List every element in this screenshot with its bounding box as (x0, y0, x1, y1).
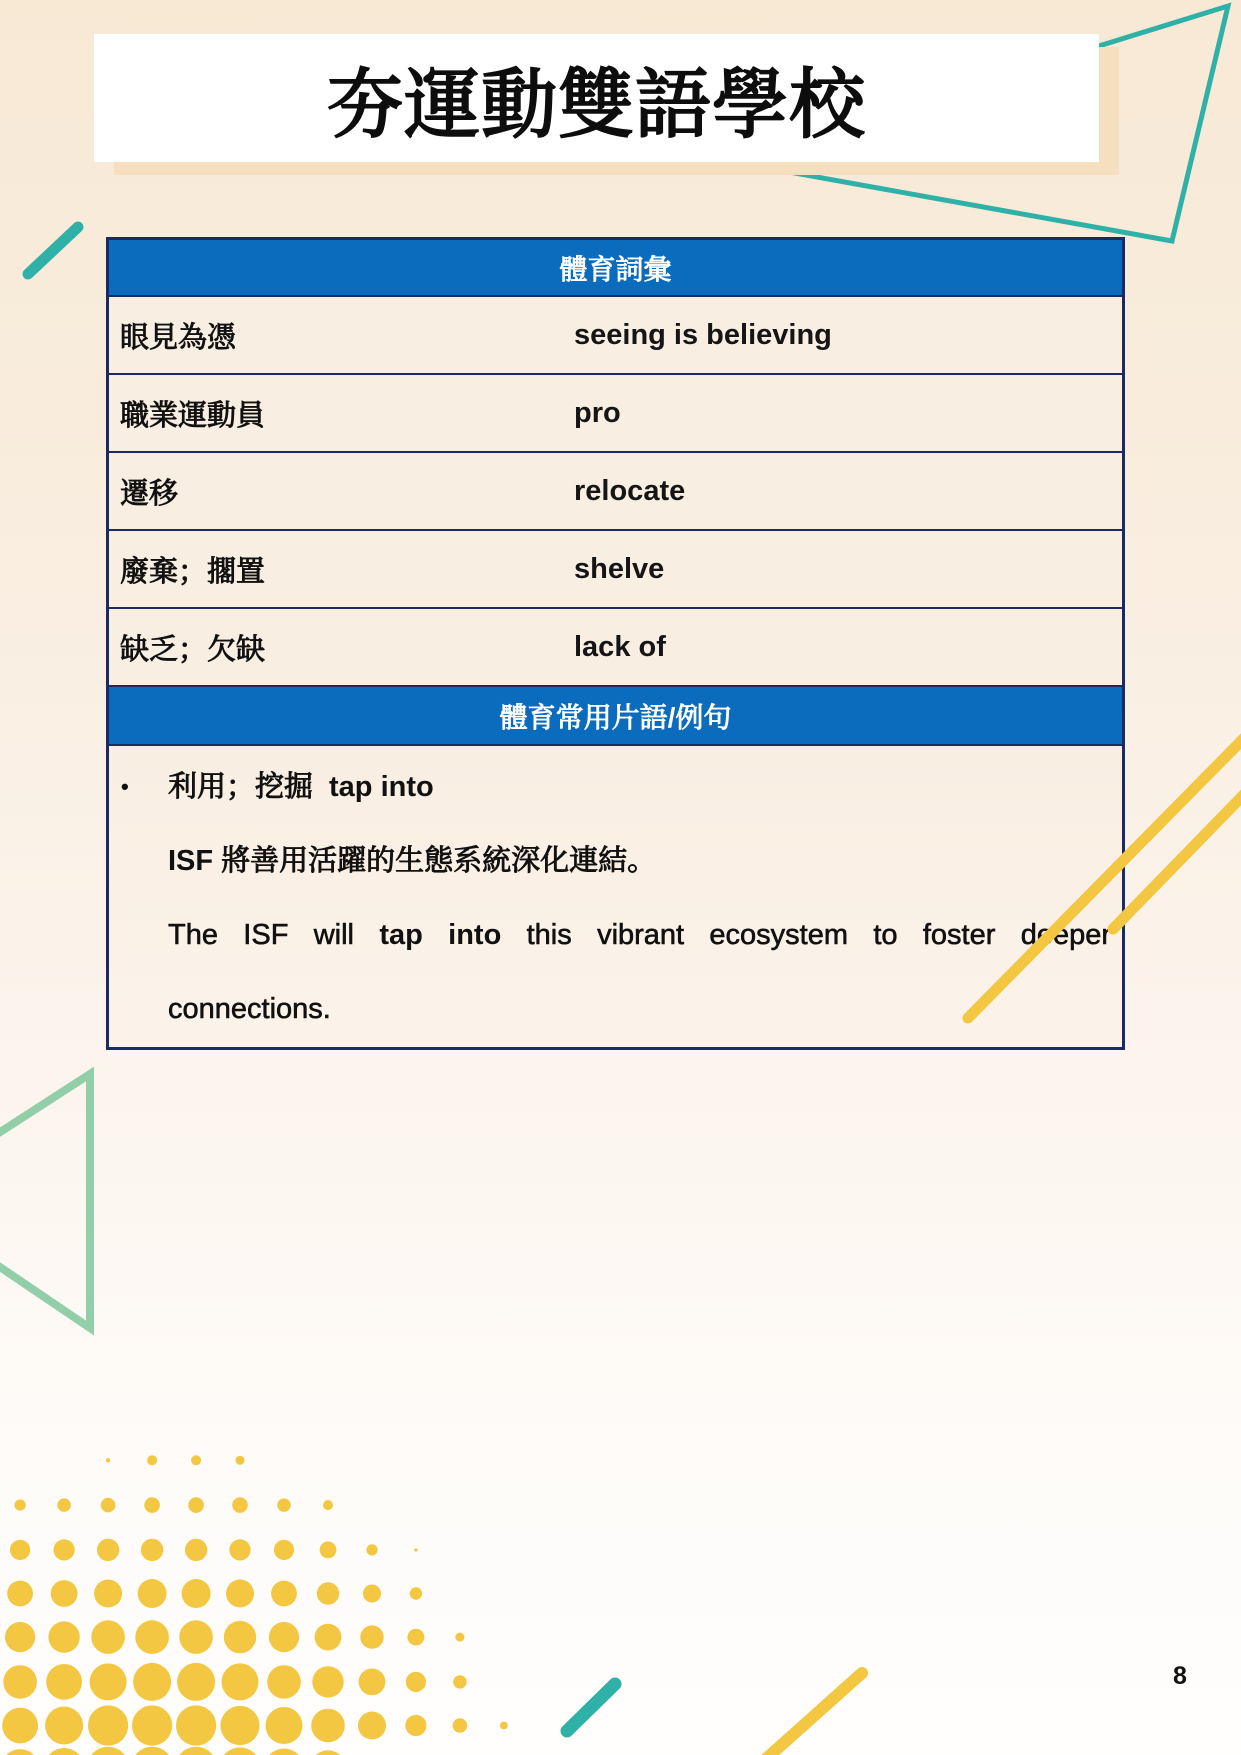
halftone-dot (182, 1579, 211, 1608)
vocab-term-en: shelve (574, 552, 665, 585)
halftone-dot (359, 1669, 386, 1696)
halftone-dot (455, 1633, 464, 1642)
halftone-dot (453, 1718, 468, 1733)
halftone-dot (406, 1672, 426, 1692)
halftone-dot (144, 1497, 160, 1513)
halftone-dot (363, 1585, 381, 1603)
halftone-dot (2, 1708, 38, 1744)
halftone-dot (3, 1665, 37, 1699)
halftone-dot (48, 1621, 79, 1652)
halftone-dot (222, 1663, 259, 1700)
vocabulary-table (106, 237, 1125, 1050)
vocab-term-zh: 眼見為憑 (120, 321, 237, 354)
page-number: 8 (1173, 1662, 1187, 1690)
halftone-dot (320, 1542, 337, 1559)
halftone-dot (57, 1498, 70, 1511)
halftone-dot (46, 1664, 82, 1700)
vocab-term-zh: 遷移 (120, 477, 179, 510)
phrase-term-zh: 利用；挖掘 (168, 771, 314, 803)
halftone-dot (15, 1500, 26, 1511)
vocab-row (109, 453, 1122, 531)
example-en-highlight: tap into (379, 919, 502, 951)
halftone-dot (141, 1539, 163, 1561)
vocab-row (109, 531, 1122, 609)
example-sentence-zh: ISF 將善用活躍的生態系統深化連結。 (168, 845, 657, 877)
halftone-dot (97, 1539, 119, 1561)
halftone-dot (229, 1539, 250, 1560)
phrase-term-line (121, 750, 1111, 824)
halftone-dot (101, 1498, 116, 1513)
halftone-dot (45, 1707, 83, 1745)
halftone-dot (366, 1544, 377, 1555)
halftone-dot (360, 1625, 383, 1648)
vocab-term-zh: 職業運動員 (120, 399, 266, 432)
halftone-dot (267, 1665, 301, 1699)
example-en-before: The ISF will (168, 919, 380, 951)
halftone-dot (5, 1622, 35, 1652)
halftone-dot (106, 1458, 110, 1462)
yellow-accent-line-bottom (758, 1673, 862, 1755)
vocab-term-zh: 廢棄；擱置 (120, 555, 266, 588)
halftone-dot (224, 1621, 256, 1653)
phrase-section (109, 746, 1122, 1047)
halftone-dot-pattern (1, 1455, 508, 1755)
halftone-dot (317, 1582, 339, 1604)
halftone-dot (271, 1581, 297, 1607)
halftone-dot (220, 1706, 259, 1745)
halftone-dot (175, 1747, 218, 1755)
halftone-dot (264, 1749, 303, 1755)
yellow-accent-line-right-short (1113, 778, 1241, 929)
page-title: 夯運動雙語學校 (327, 59, 866, 149)
halftone-dot (500, 1722, 508, 1730)
halftone-dot (232, 1497, 248, 1513)
halftone-dot (94, 1580, 122, 1608)
halftone-dot (310, 1750, 346, 1755)
halftone-dot (51, 1580, 78, 1607)
halftone-dot (88, 1705, 128, 1745)
halftone-dot (147, 1455, 157, 1465)
halftone-dot (10, 1540, 30, 1560)
halftone-dot (188, 1497, 204, 1513)
halftone-dot (315, 1624, 342, 1651)
halftone-dot (177, 1663, 215, 1701)
vocab-row (109, 297, 1122, 375)
title-banner (94, 34, 1099, 162)
halftone-dot (277, 1498, 290, 1511)
halftone-dot (274, 1540, 294, 1560)
halftone-dot (185, 1539, 207, 1561)
halftone-dot (7, 1581, 33, 1607)
green-triangle-outline (0, 1074, 90, 1328)
vocab-row (109, 375, 1122, 453)
halftone-dot (414, 1548, 417, 1551)
bullet-marker: • (121, 774, 129, 799)
vocab-term-en: relocate (574, 474, 686, 507)
phrases-table-header: 體育常用片語/例句 (109, 687, 1122, 746)
example-en-after: this vibrant ecosystem to foster deeper (501, 919, 1111, 951)
halftone-dot (176, 1705, 216, 1745)
halftone-dot (358, 1712, 386, 1740)
halftone-dot (1, 1749, 39, 1755)
halftone-dot (132, 1705, 172, 1745)
halftone-dot (410, 1587, 422, 1599)
vocab-term-en: pro (574, 396, 621, 429)
halftone-dot (133, 1663, 171, 1701)
halftone-dot (236, 1456, 245, 1465)
halftone-dot (453, 1675, 466, 1688)
vocab-table-header: 體育詞彙 (109, 240, 1122, 297)
halftone-dot (44, 1748, 84, 1755)
halftone-dot (91, 1620, 125, 1654)
teal-accent-line-bottom (567, 1684, 615, 1731)
halftone-dot (138, 1579, 167, 1608)
halftone-dot (87, 1747, 130, 1755)
halftone-dot (312, 1666, 343, 1697)
halftone-dot (323, 1500, 333, 1510)
example-sentence-en (168, 898, 1111, 972)
halftone-dot (90, 1663, 127, 1700)
vocab-term-en: seeing is believing (574, 318, 832, 351)
halftone-dot (408, 1629, 425, 1646)
vocab-term-en: lack of (574, 630, 666, 663)
halftone-dot (219, 1747, 260, 1755)
halftone-dot (266, 1707, 303, 1744)
teal-accent-line-top (28, 227, 78, 274)
vocab-term-zh: 缺乏；欠缺 (120, 633, 266, 666)
halftone-dot (54, 1539, 75, 1560)
vocab-row (109, 609, 1122, 687)
halftone-dot (311, 1709, 345, 1743)
phrase-term-en: tap into (329, 771, 434, 803)
halftone-dot (269, 1622, 299, 1652)
halftone-dot (135, 1620, 169, 1654)
example-sentence-en-continuation: connections. (168, 993, 331, 1025)
halftone-dot (179, 1620, 213, 1654)
halftone-dot (191, 1455, 201, 1465)
halftone-dot (131, 1747, 174, 1755)
halftone-dot (405, 1715, 426, 1736)
halftone-dot (226, 1580, 254, 1608)
